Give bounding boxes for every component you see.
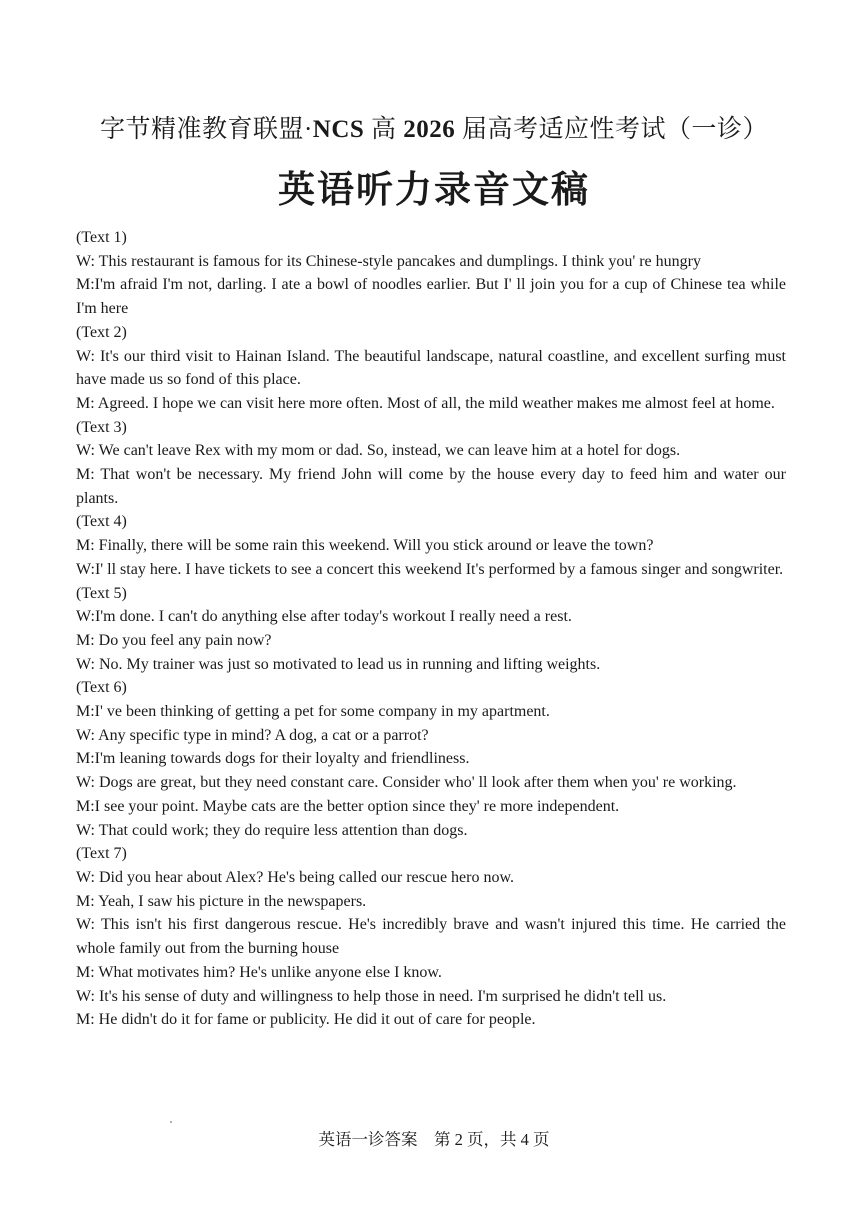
dialogue-line: W: This restaurant is famous for its Chinese-style pancakes and dumplings. I think you' re hungry (76, 252, 701, 270)
subtitle-gao: 高 (364, 116, 404, 143)
dialogue-line: M:I' ve been thinking of getting a pet for some company in my apartment. (76, 703, 550, 721)
transcript-section (76, 226, 786, 321)
section-label: (Text 7) (76, 845, 127, 863)
transcript-section (76, 582, 786, 677)
dialogue-line: W: That could work; they do require less attention than dogs. (76, 821, 468, 839)
subtitle-year: 2026 (403, 116, 456, 143)
dialogue-line: W: Did you hear about Alex? He's being called our rescue hero now. (76, 868, 514, 886)
dialogue-line: M:I'm afraid I'm not, darling. I ate a bowl of noodles earlier. But I' ll join you for a cup of Chinese tea while I'm here (76, 276, 786, 318)
page-footer: 英语一诊答案 第 2 页，共 4 页 (318, 1130, 550, 1149)
transcript-section (76, 842, 786, 1032)
dialogue-line: W:I'm done. I can't do anything else after today's workout I really need a rest. (76, 608, 572, 626)
dialogue-line: W: It's our third visit to Hainan Island. The beautiful landscape, natural coastline, and excellent surfing must have made us so fond of this place. (76, 347, 786, 389)
section-label: (Text 1) (76, 229, 127, 246)
dialogue-line: M: What motivates him? He's unlike anyone else I know. (76, 963, 442, 981)
dialogue-line: W:I' ll stay here. I have tickets to see a concert this weekend It's performed by a famous singer and songwriter. (76, 560, 784, 578)
dialogue-line: M:I see your point. Maybe cats are the better option since they' re more independent. (76, 797, 620, 815)
dialogue-line: W: Dogs are great, but they need constant care. Consider who' ll look after them when you' re working. (76, 774, 737, 792)
dialogue-line: M: Yeah, I saw his picture in the newspapers. (76, 892, 367, 910)
dialogue-line: M:I'm leaning towards dogs for their loyalty and friendliness. (76, 750, 470, 768)
dialogue-line: W: No. My trainer was just so motivated to lead us in running and lifting weights. (76, 655, 601, 673)
dialogue-line: M: Agreed. I hope we can visit here more often. Most of all, the mild weather makes me almost feel at home. (76, 394, 775, 412)
transcript-body (76, 226, 786, 1032)
dialogue-line: M: Do you feel any pain now? (76, 631, 272, 649)
subtitle-prefix: 字节精准教育联盟· (99, 116, 313, 143)
exam-subtitle (0, 114, 868, 146)
dialogue-line: W: Any specific type in mind? A dog, a cat or a parrot? (76, 726, 429, 744)
transcript-section (76, 676, 786, 842)
dialogue-line: W: It's his sense of duty and willingness to help those in need. I'm surprised he didn't tell us. (76, 987, 667, 1005)
section-label: (Text 2) (76, 323, 127, 341)
subtitle-suffix: 届高考适应性考试（一诊） (455, 116, 769, 143)
subtitle-ncs: NCS (312, 116, 365, 143)
section-label: (Text 4) (76, 513, 127, 531)
page-title: 英语听力录音文稿 (278, 168, 590, 211)
section-label: (Text 6) (76, 679, 127, 697)
section-label: (Text 3) (76, 418, 127, 436)
transcript-section (76, 321, 786, 416)
transcript-section (76, 510, 786, 581)
section-label: (Text 5) (76, 584, 127, 602)
scan-speck (170, 1121, 172, 1123)
dialogue-line: M: Finally, there will be some rain this weekend. Will you stick around or leave the town? (76, 537, 654, 555)
dialogue-line: M: That won't be necessary. My friend John will come by the house every day to feed him and water our plants. (76, 466, 786, 507)
dialogue-line: W: We can't leave Rex with my mom or dad. So, instead, we can leave him at a hotel for dogs. (76, 442, 681, 460)
dialogue-line: M: He didn't do it for fame or publicity. He did it out of care for people. (76, 1011, 536, 1029)
transcript-section (76, 416, 786, 511)
dialogue-line: W: This isn't his first dangerous rescue. He's incredibly brave and wasn't injured this time. He carried the whole family out from the burning house (76, 916, 786, 958)
